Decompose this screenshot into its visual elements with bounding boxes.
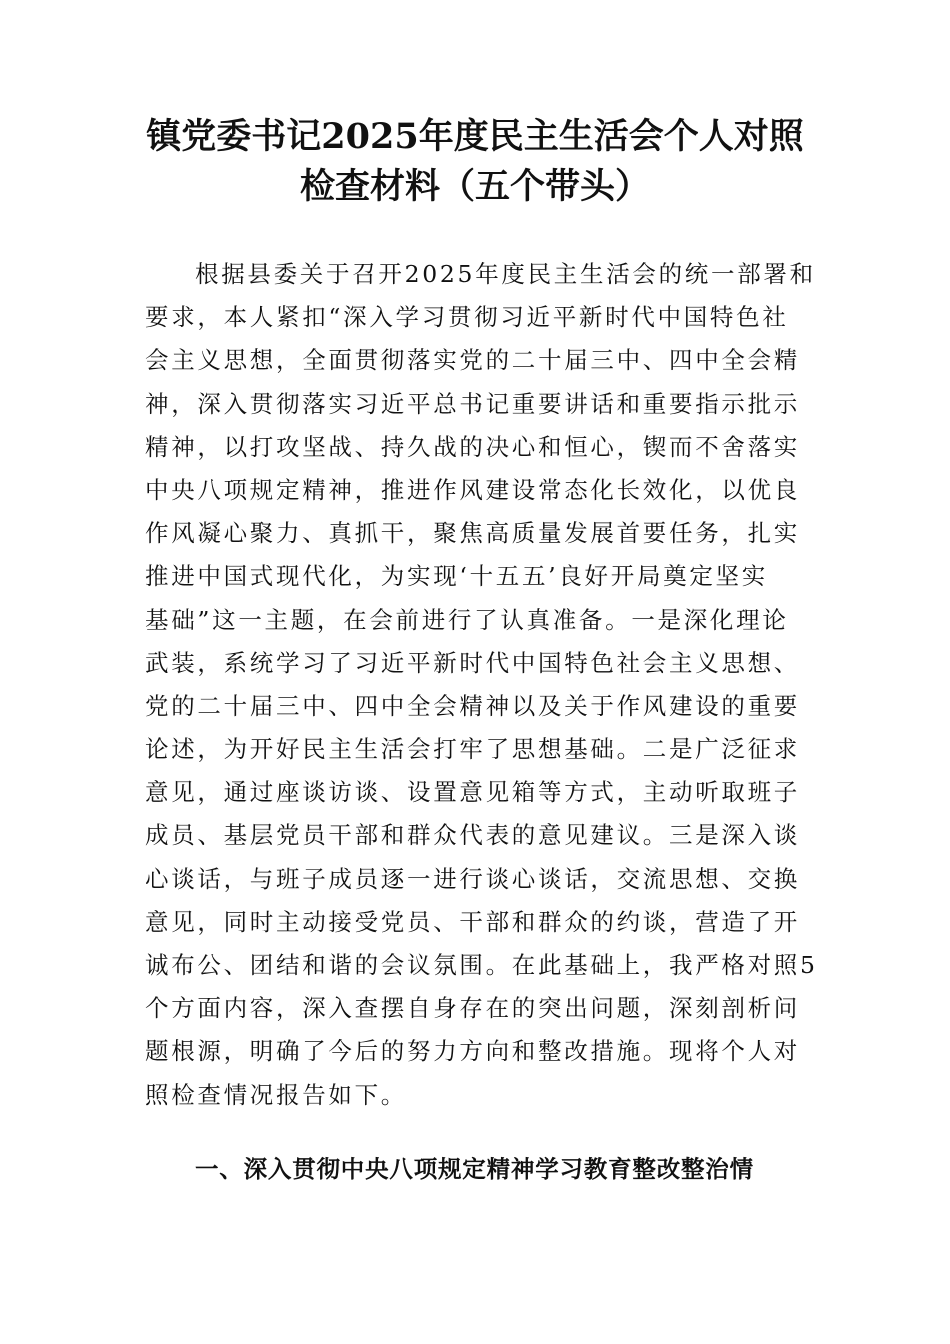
paragraph-line: 个方面内容，深入查摆自身存在的突出问题，深刻剖析问 (145, 994, 800, 1023)
paragraph-line: 精神，以打攻坚战、持久战的决心和恒心，锲而不舍落实 (145, 432, 800, 461)
paragraph-line: 论述，为开好民主生活会打牢了思想基础。二是广泛征求 (145, 735, 800, 764)
paragraph-line: 要求，本人紧扣“深入学习贯彻习近平新时代中国特色社 (145, 303, 789, 332)
paragraph-line: 神，深入贯彻落实习近平总书记重要讲话和重要指示批示 (145, 389, 800, 418)
paragraph-line: 照检查情况报告如下。 (145, 1080, 407, 1109)
paragraph-line: 党的二十届三中、四中全会精神以及关于作风建设的重要 (145, 691, 800, 720)
paragraph-line: 推进中国式现代化，为实现‘十五五’良好开局奠定坚实 (145, 562, 768, 591)
paragraph-line: 成员、基层党员干部和群众代表的意见建议。三是深入谈 (145, 821, 800, 850)
title-line-2: 检查材料（五个带头） (299, 166, 650, 207)
title-line-1: 镇党委书记2025年度民主生活会个人对照 (146, 116, 804, 157)
paragraph-line: 诚布公、团结和谐的会议氛围。在此基础上，我严格对照5 (145, 951, 818, 979)
paragraph-line: 武装，系统学习了习近平新时代中国特色社会主义思想、 (145, 648, 800, 677)
paragraph-line: 心谈话，与班子成员逐一进行谈心谈话，交流思想、交换 (145, 864, 800, 893)
section-heading: 一、深入贯彻中央八项规定精神学习教育整改整治情 (195, 1155, 754, 1183)
paragraph-line: 中央八项规定精神，推进作风建设常态化长效化，以优良 (145, 475, 800, 504)
body-paragraph (145, 253, 818, 1117)
paragraph-line: 会主义思想，全面贯彻落实党的二十届三中、四中全会精 (145, 346, 800, 375)
document-title (100, 112, 850, 212)
paragraph-line: 题根源，明确了今后的努力方向和整改措施。现将个人对 (145, 1037, 800, 1066)
paragraph-line: 基础”这一主题，在会前进行了认真准备。一是深化理论 (145, 605, 789, 634)
paragraph-line: 作风凝心聚力、真抓干，聚焦高质量发展首要任务，扎实 (145, 519, 800, 548)
paragraph-line: 根据县委关于召开2025年度民主生活会的统一部署和 (195, 260, 816, 288)
paragraph-line: 意见，通过座谈访谈、设置意见箱等方式，主动听取班子 (145, 778, 800, 807)
paragraph-line: 意见，同时主动接受党员、干部和群众的约谈，营造了开 (145, 907, 800, 936)
